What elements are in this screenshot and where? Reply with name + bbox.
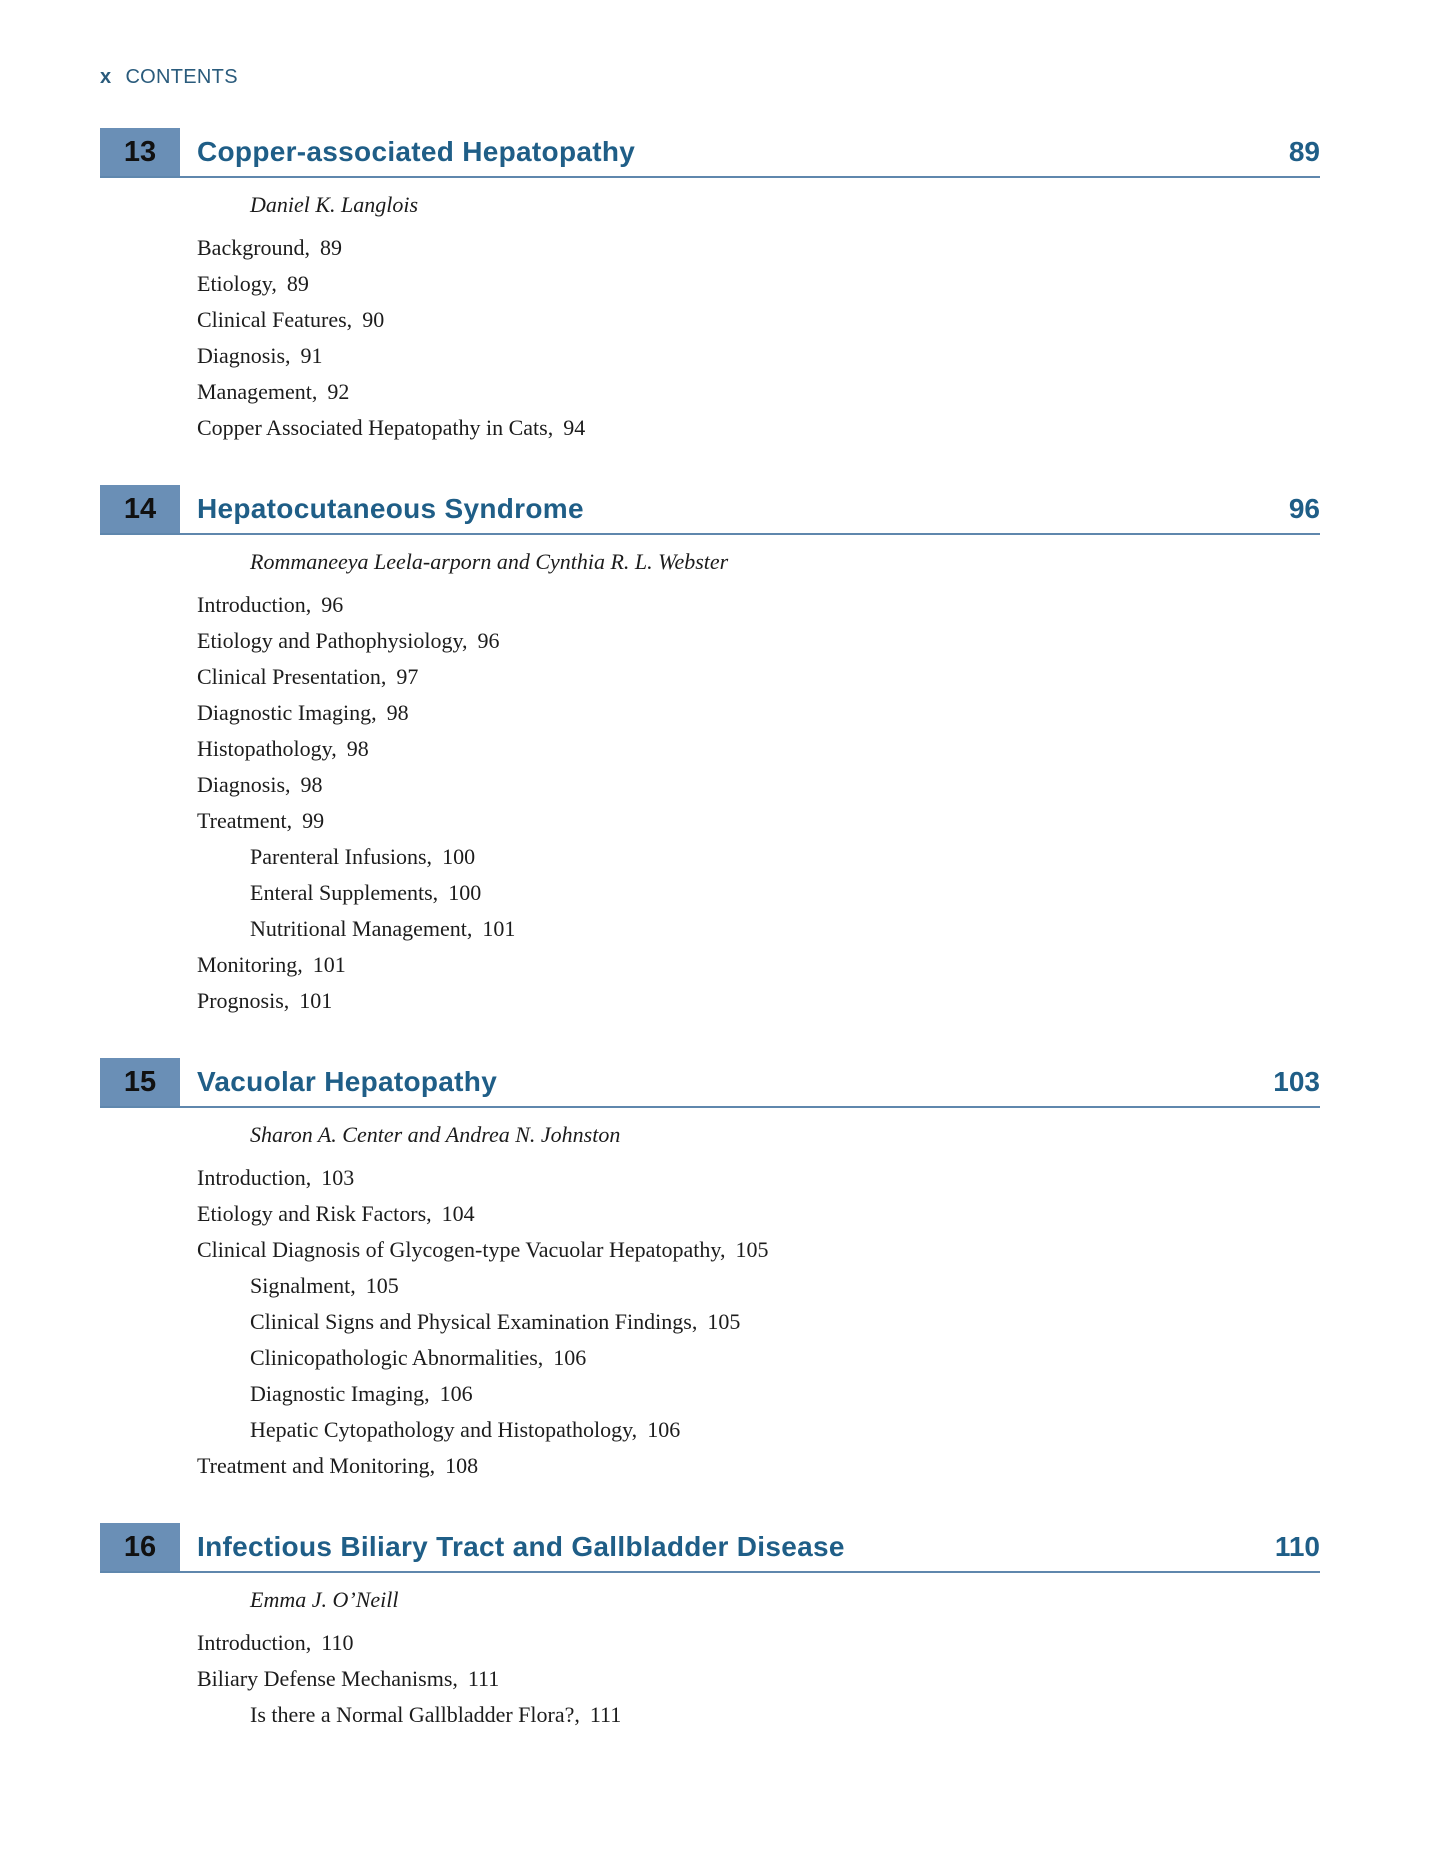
chapter-title[interactable]: Copper-associated Hepatopathy (197, 136, 636, 167)
entry-title: Histopathology, (197, 736, 337, 761)
entry-page: 106 (553, 1345, 587, 1370)
running-header-label: CONTENTS (125, 66, 238, 88)
entry-page: 101 (482, 916, 516, 941)
chapter-number: 15 (100, 1058, 180, 1106)
chapter-16 (100, 1523, 1320, 1733)
entry-page: 90 (362, 307, 385, 332)
entry-page: 108 (445, 1453, 479, 1478)
entry-title: Is there a Normal Gallbladder Flora?, (250, 1702, 580, 1727)
entry-page: 111 (589, 1702, 622, 1727)
toc-entry[interactable] (100, 230, 1320, 266)
chapter-15 (100, 1058, 1320, 1484)
entry-title: Signalment, (250, 1273, 356, 1298)
entry-title: Introduction, (197, 592, 312, 617)
entry-page: 98 (300, 772, 323, 797)
toc-entry[interactable] (100, 302, 1320, 338)
toc-entry[interactable] (100, 803, 1320, 839)
toc-entry[interactable] (100, 695, 1320, 731)
entry-title: Diagnosis, (197, 772, 291, 797)
toc-entry[interactable] (100, 1196, 1320, 1232)
entry-page: 98 (386, 700, 409, 725)
entry-title: Parenteral Infusions, (250, 844, 433, 869)
chapter-heading[interactable] (100, 1523, 1320, 1573)
toc-subentry[interactable] (100, 911, 1320, 947)
toc-subentry[interactable] (100, 1412, 1320, 1448)
entry-title: Etiology and Risk Factors, (197, 1201, 432, 1226)
toc-entry[interactable] (100, 623, 1320, 659)
entry-page: 91 (300, 343, 323, 368)
chapter-title[interactable]: Vacuolar Hepatopathy (197, 1066, 498, 1097)
entry-title: Diagnostic Imaging, (197, 700, 377, 725)
chapter-authors: Sharon A. Center and Andrea N. Johnston (250, 1122, 621, 1147)
entry-title: Enteral Supplements, (250, 880, 439, 905)
toc-subentry[interactable] (100, 875, 1320, 911)
toc-entry[interactable] (100, 587, 1320, 623)
entry-title: Diagnostic Imaging, (250, 1381, 430, 1406)
entry-title: Clinical Diagnosis of Glycogen-type Vacuolar Hepatopathy, (197, 1237, 726, 1262)
entry-title: Management, (197, 379, 318, 404)
entry-list (100, 230, 1320, 446)
entry-title: Diagnosis, (197, 343, 291, 368)
toc-entry[interactable] (100, 338, 1320, 374)
toc-entry[interactable] (100, 947, 1320, 983)
entry-page: 110 (321, 1630, 354, 1655)
toc-entry[interactable] (100, 1625, 1320, 1661)
chapter-number: 16 (100, 1523, 180, 1571)
chapter-page-number: 103 (1273, 1066, 1320, 1097)
entry-title: Etiology and Pathophysiology, (197, 628, 468, 653)
entry-page: 101 (312, 952, 346, 977)
entry-list (100, 587, 1320, 1019)
toc-subentry[interactable] (100, 839, 1320, 875)
entry-page: 99 (302, 808, 325, 833)
entry-list (100, 1625, 1320, 1733)
entry-page: 89 (286, 271, 309, 296)
chapter-authors: Daniel K. Langlois (250, 192, 419, 217)
entry-title: Background, (197, 235, 311, 260)
entry-page: 103 (321, 1165, 355, 1190)
entry-page: 89 (320, 235, 343, 260)
toc-entry[interactable] (100, 1160, 1320, 1196)
entry-page: 105 (735, 1237, 769, 1262)
entry-page: 104 (441, 1201, 475, 1226)
toc-entry[interactable] (100, 1448, 1320, 1484)
toc-entry[interactable] (100, 374, 1320, 410)
entry-title: Clinical Signs and Physical Examination Findings, (250, 1309, 698, 1334)
chapter-page-number: 96 (1288, 493, 1320, 524)
entry-title: Etiology, (197, 271, 277, 296)
chapter-page-number: 89 (1288, 136, 1320, 167)
entry-page: 106 (439, 1381, 473, 1406)
entry-page: 111 (467, 1666, 500, 1691)
chapter-page-number: 110 (1274, 1531, 1320, 1562)
entry-page: 100 (442, 844, 476, 869)
entry-page: 97 (396, 664, 419, 689)
entry-title: Clinical Features, (197, 307, 353, 332)
entry-title: Prognosis, (197, 988, 290, 1013)
page-folio: x (100, 66, 112, 88)
running-header (100, 66, 238, 89)
entry-title: Introduction, (197, 1630, 312, 1655)
entry-title: Treatment and Monitoring, (197, 1453, 436, 1478)
entry-page: 101 (299, 988, 333, 1013)
chapter-heading[interactable] (100, 485, 1320, 535)
chapter-authors: Rommaneeya Leela-arporn and Cynthia R. L. Webster (250, 549, 729, 574)
toc-entry[interactable] (100, 767, 1320, 803)
toc-entry[interactable] (100, 1232, 1320, 1268)
entry-title: Biliary Defense Mechanisms, (197, 1666, 458, 1691)
toc-entry[interactable] (100, 983, 1320, 1019)
chapter-title[interactable]: Infectious Biliary Tract and Gallbladder Disease (197, 1531, 845, 1562)
chapter-heading[interactable] (100, 128, 1320, 178)
toc-subentry[interactable] (100, 1304, 1320, 1340)
entry-page: 98 (346, 736, 369, 761)
entry-list (100, 1160, 1320, 1484)
entry-page: 105 (365, 1273, 399, 1298)
entry-page: 96 (477, 628, 500, 653)
entry-title: Monitoring, (197, 952, 303, 977)
entry-page: 92 (327, 379, 350, 404)
chapter-14 (100, 485, 1320, 1019)
entry-page: 100 (448, 880, 482, 905)
chapter-title[interactable]: Hepatocutaneous Syndrome (197, 493, 584, 524)
toc-subentry[interactable] (100, 1340, 1320, 1376)
toc-entry[interactable] (100, 266, 1320, 302)
entry-page: 96 (321, 592, 344, 617)
entry-title: Clinicopathologic Abnormalities, (250, 1345, 544, 1370)
entry-title: Introduction, (197, 1165, 312, 1190)
toc-entry[interactable] (100, 410, 1320, 446)
toc-entry[interactable] (100, 659, 1320, 695)
chapter-13 (100, 128, 1320, 446)
entry-title: Copper Associated Hepatopathy in Cats, (197, 415, 554, 440)
entry-title: Clinical Presentation, (197, 664, 387, 689)
toc-subentry[interactable] (100, 1376, 1320, 1412)
entry-page: 94 (563, 415, 586, 440)
chapter-authors: Emma J. O’Neill (250, 1587, 399, 1612)
entry-title: Treatment, (197, 808, 293, 833)
entry-page: 106 (647, 1417, 681, 1442)
chapter-heading[interactable] (100, 1058, 1320, 1108)
entry-page: 105 (707, 1309, 741, 1334)
toc-subentry[interactable] (100, 1697, 1320, 1733)
entry-title: Hepatic Cytopathology and Histopathology, (250, 1417, 638, 1442)
toc-subentry[interactable] (100, 1268, 1320, 1304)
chapter-number: 14 (100, 485, 180, 533)
toc-entry[interactable] (100, 731, 1320, 767)
entry-title: Nutritional Management, (250, 916, 473, 941)
chapter-number: 13 (100, 128, 180, 176)
toc-entry[interactable] (100, 1661, 1320, 1697)
